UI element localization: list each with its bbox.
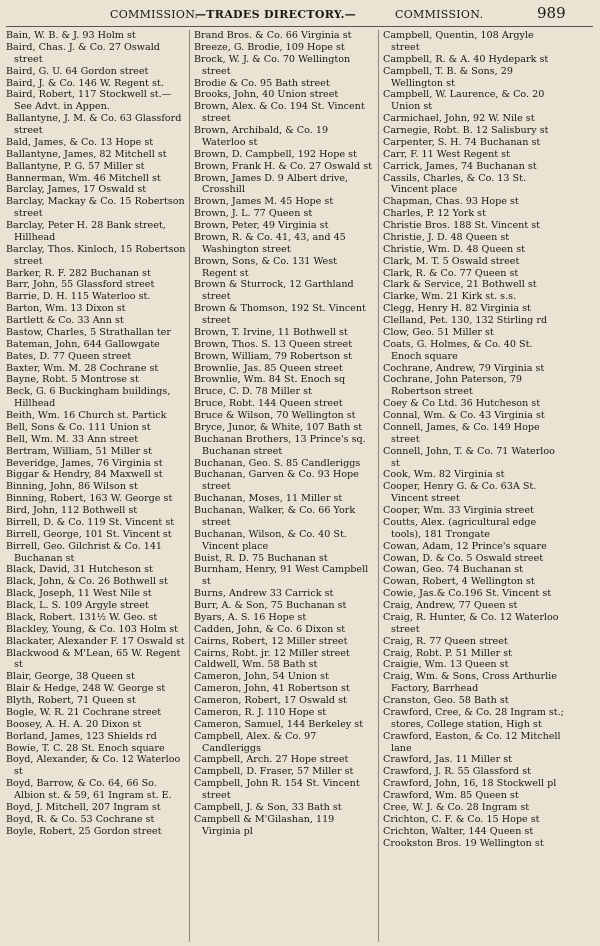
directory-entry: Buchanan, Wilson, & Co. 40 St. Vincent place: [194, 528, 347, 552]
directory-entry: Brownlie, Jas. 85 Queen street: [194, 362, 343, 374]
directory-entry: Barclay, James, 17 Oswald st: [6, 184, 147, 196]
directory-entry: Clark, M. T. 5 Oswald street: [383, 255, 520, 267]
directory-entry: Crawford, J. R. 55 Glassford st: [383, 766, 531, 778]
directory-entry: Bruce, Robt. 144 Queen street: [194, 398, 343, 410]
directory-entry: Craig, Andrew, 77 Queen st: [383, 600, 518, 611]
directory-entry: Bannerman, Wm. 46 Mitchell st: [6, 172, 161, 184]
directory-entry: Carmichael, John, 92 W. Nile st: [383, 113, 535, 125]
directory-entry: Cowan, Geo. 74 Buchanan st: [383, 564, 524, 576]
header-rule: [6, 26, 593, 27]
directory-entry: Burr, A. & Son, 75 Buchanan st: [194, 600, 347, 611]
directory-entry: Bruce, C. D. 78 Miller st: [194, 386, 312, 398]
directory-entry: Bayne, Robt. 5 Montrose st: [6, 374, 139, 386]
directory-entry: Bertram, William, 51 Miller st: [6, 445, 152, 457]
directory-entry: Ballantyne, J. M. & Co. 63 Glassford street: [6, 113, 182, 136]
header-left-title: COMMISSION.: [110, 8, 199, 21]
directory-entry: Caldwell, Wm. 58 Bath st: [194, 659, 318, 671]
directory-entry: Brown, Thos. S. 13 Queen street: [194, 338, 353, 350]
directory-entry: Cooper, Henry G. & Co. 63A St. Vincent street: [383, 481, 537, 505]
directory-entry: Blackwood & M'Lean, 65 W. Regent st: [6, 647, 181, 671]
directory-entry: Cochrane, Andrew, 79 Virginia st: [383, 362, 545, 374]
directory-entry: Cameron, John, 41 Robertson st: [194, 683, 350, 695]
directory-entry: Boosey, A. H. A. 20 Dixon st: [6, 718, 142, 730]
directory-entry: Bates, D. 77 Queen street: [6, 350, 132, 362]
listing-column-3: [383, 30, 565, 942]
directory-entry: Black, Robert. 131½ W. Geo. st: [6, 611, 158, 623]
directory-entry: Carr, F. 11 West Regent st: [383, 148, 510, 160]
directory-entry: Brown, Archibald, & Co. 19 Waterloo st: [194, 125, 329, 148]
directory-entry: Christie Bros. 188 St. Vincent st: [383, 220, 540, 231]
directory-entry: Brown, James D. 9 Albert drive, Crosshill: [194, 172, 349, 196]
directory-entry: Cameron, Robert, 17 Oswald st: [194, 695, 347, 706]
directory-entry: Crawford, Easton, & Co. 12 Mitchell lane: [383, 730, 561, 754]
header-directory-title: —TRADES DIRECTORY.—: [195, 8, 357, 21]
page-number: 989: [537, 4, 566, 22]
directory-entry: Brown, Peter, 49 Virginia st: [194, 220, 329, 231]
directory-entry: Cook, Wm. 82 Virginia st: [383, 469, 505, 481]
directory-entry: Bartlett & Co. 33 Ann st: [6, 315, 124, 326]
directory-entry: Black, L. S. 109 Argyle street: [6, 600, 149, 611]
directory-entry: Cowie, Jas.& Co.196 St. Vincent st: [383, 588, 552, 600]
directory-entry: Burns, Andrew 33 Carrick st: [194, 588, 334, 600]
directory-entry: Brodie & Co. 95 Bath street: [194, 77, 330, 89]
directory-entry: Campbell, Quentin, 108 Argyle street: [383, 30, 534, 53]
directory-entry: Christie, Wm. D. 48 Queen st: [383, 243, 525, 255]
directory-entry: Cameron, John, 54 Union st: [194, 671, 329, 683]
directory-entry: Cree, W. J. & Co. 28 Ingram st: [383, 801, 530, 813]
directory-entry: Ballantyne, James, 82 Mitchell st: [6, 148, 167, 160]
directory-entry: Buchanan, Moses, 11 Miller st: [194, 493, 343, 505]
directory-entry: Clelland, Pet. 130, 132 Stirling rd: [383, 315, 548, 326]
directory-entry: Crookston Bros. 19 Wellington st: [383, 837, 544, 849]
directory-entry: Baird, G. U. 64 Gordon street: [6, 65, 149, 77]
directory-entry: Barrie, D. H. 115 Waterloo st.: [6, 291, 151, 303]
listing-column-1: [6, 30, 186, 942]
directory-entry: Carnegie, Robt. B. 12 Salisbury st: [383, 125, 549, 136]
directory-entry: Blackley, Young, & Co. 103 Holm st: [6, 623, 179, 635]
directory-entry: Black, Joseph, 11 West Nile st: [6, 588, 152, 600]
directory-entry: Cowan, Adam, 12 Prince's square: [383, 540, 547, 552]
directory-entry: Coats, G. Holmes, & Co. 40 St. Enoch square: [383, 338, 533, 362]
directory-entry: Bain, W. B. & J. 93 Holm st: [6, 30, 136, 41]
directory-entry: Coey & Co Ltd. 36 Hutcheson st: [383, 398, 541, 410]
directory-entry: Breeze, G. Brodie, 109 Hope st: [194, 41, 345, 53]
directory-entry: Clark, R. & Co. 77 Queen st: [383, 267, 519, 279]
directory-entry: Boyd, Barrow, & Co. 64, 66 So. Albion st. & 59, 61 Ingram st. E.: [6, 778, 172, 801]
directory-entry: Barclay, Thos. Kinloch, 15 Robertson street: [6, 243, 186, 267]
directory-entry: Binning, Robert, 163 W. George st: [6, 493, 173, 505]
directory-entry: Chapman, Chas. 93 Hope st: [383, 196, 519, 208]
directory-entry: Brown, Alex. & Co. 194 St. Vincent street: [194, 101, 365, 125]
directory-entry: Brown & Sturrock, 12 Garthland street: [194, 279, 354, 303]
directory-entry: Brand Bros. & Co. 66 Virginia st: [194, 30, 352, 41]
directory-entry: Cooper, Wm. 33 Virginia street: [383, 505, 534, 516]
directory-entry: Connell, John, T. & Co. 71 Waterloo st: [383, 445, 555, 469]
directory-entry: Blair & Hedge, 248 W. George st: [6, 683, 166, 695]
directory-entry: Buchanan, Geo. S. 85 Candleriggs: [194, 457, 361, 469]
directory-entry: Craigie, Wm. 13 Queen st: [383, 659, 509, 671]
directory-entry: Crawford, Jas. 11 Miller st: [383, 754, 512, 766]
directory-entry: Ballantyne, P. G. 57 Miller st: [6, 160, 145, 172]
directory-entry: Campbell, Arch. 27 Hope street: [194, 754, 349, 766]
directory-entry: Barton, Wm. 13 Dixon st: [6, 303, 126, 315]
directory-entry: Campbell, T. B. & Sons, 29 Wellington st: [383, 65, 513, 89]
directory-entry: Bell, Wm. M. 33 Ann street: [6, 433, 139, 445]
directory-entry: Blyth, Robert, 71 Queen st: [6, 695, 136, 706]
directory-entry: Birrell, Geo. Gilchrist & Co. 141 Buchanan st: [6, 540, 163, 564]
directory-entry: Brown, D. Campbell, 192 Hope st: [194, 148, 357, 160]
directory-entry: Bryce, Junor, & White, 107 Bath st: [194, 421, 363, 433]
directory-entry: Binning, John, 86 Wilson st: [6, 481, 138, 493]
directory-entry: Barclay, Mackay & Co. 15 Robertson street: [6, 196, 185, 220]
directory-entry: Blair, George, 38 Queen st: [6, 671, 135, 683]
directory-entry: Cochrane, John Paterson, 79 Robertson street: [383, 374, 523, 398]
directory-entry: Cranston, Geo. 58 Bath st: [383, 695, 509, 706]
page-header: [0, 6, 600, 24]
directory-entry: Craig, Wm. & Sons, Cross Arthurlie Factory, Barrhead: [383, 671, 557, 695]
directory-entry: Carpenter, S. H. 74 Buchanan st: [383, 136, 541, 148]
directory-entry: Craig, Robt. P. 51 Miller st: [383, 647, 513, 659]
directory-entry: Christie, J. D. 48 Queen st: [383, 231, 510, 243]
directory-entry: Birrell, D. & Co. 119 St. Vincent st: [6, 516, 175, 528]
directory-entry: Beck, G. 6 Buckingham buildings, Hillhead: [6, 386, 171, 410]
listing-column-2: [194, 30, 374, 942]
directory-entry: Cameron, R. J. 110 Hope st: [194, 706, 327, 718]
directory-entry: Buchanan Brothers, 13 Prince's sq. Buchanan street: [194, 433, 366, 457]
directory-entry: Brown, J. L. 77 Queen st: [194, 208, 313, 220]
directory-entry: Baird, J. & Co. 146 W. Regent st.: [6, 77, 164, 89]
directory-entry: Black, John, & Co. 26 Bothwell st: [6, 576, 168, 588]
directory-entry: Campbell & M'Gilashan, 119 Virginia pl: [194, 813, 335, 837]
directory-entry: Brown, James M. 45 Hope st: [194, 196, 334, 208]
directory-entry: Cameron, Samuel, 144 Berkeley st: [194, 718, 364, 730]
directory-entry: Barker, R. F. 282 Buchanan st: [6, 267, 151, 279]
directory-entry: Charles, P. 12 York st: [383, 208, 486, 220]
directory-entry: Cadden, John, & Co. 6 Dixon st: [194, 623, 346, 635]
directory-entry: Boyd, R. & Co. 53 Cochrane st: [6, 813, 155, 825]
directory-entry: Brown, Sons, & Co. 131 West Regent st: [194, 255, 337, 279]
directory-entry: Brownlie, Wm. 84 St. Enoch sq: [194, 374, 346, 386]
directory-entry: Bell, Sons & Co. 111 Union st: [6, 421, 151, 433]
directory-entry: Brooks, John, 40 Union street: [194, 89, 339, 101]
directory-entry: Crichton, Walter, 144 Queen st: [383, 825, 534, 837]
directory-entry: Campbell, J. & Son, 33 Bath st: [194, 801, 342, 813]
directory-entry: Brown, William, 79 Robertson st: [194, 350, 353, 362]
directory-entry: Crawford, Cree, & Co. 28 Ingram st.; stores, College station, High st: [383, 706, 564, 730]
directory-entry: Bastow, Charles, 5 Strathallan ter: [6, 326, 171, 338]
directory-entry: Brown, Frank H. & Co. 27 Oswald st: [194, 160, 373, 172]
directory-entry: Craig, R. 77 Queen street: [383, 635, 508, 647]
directory-entry: Cairns, Robert, 12 Miller street: [194, 635, 348, 647]
directory-entry: Buchanan, Garven & Co. 93 Hope street: [194, 469, 359, 493]
directory-entry: Brock, W. J. & Co. 70 Wellington street: [194, 53, 351, 77]
directory-entry: Coutts, Alex. (agricultural edge tools), 181 Trongate: [383, 516, 537, 540]
directory-entry: Brown & Thomson, 192 St. Vincent street: [194, 303, 366, 326]
directory-entry: Campbell, Alex. & Co. 97 Candleriggs: [194, 730, 317, 754]
directory-entry: Cassils, Charles, & Co. 13 St. Vincent place: [383, 172, 527, 196]
column-divider: [189, 30, 190, 942]
directory-entry: Buist, R. D. 75 Buchanan st: [194, 552, 328, 564]
directory-entry: Bruce & Wilson, 70 Wellington st: [194, 410, 356, 421]
directory-entry: Barclay, Peter H. 28 Bank street, Hillhead: [6, 220, 166, 243]
directory-entry: Crawford, Wm. 85 Queen st: [383, 790, 519, 801]
directory-entry: Baird, Chas. J. & Co. 27 Oswald street: [6, 41, 160, 65]
directory-entry: Campbell, D. Fraser, 57 Miller st: [194, 766, 354, 778]
directory-entry: Boyd, Alexander, & Co. 12 Waterloo st: [6, 754, 181, 778]
directory-entry: Baxter, Wm. M. 28 Cochrane st: [6, 362, 159, 374]
directory-entry: Cowan, D. & Co. 5 Oswald street: [383, 552, 544, 564]
directory-entry: Campbell, R. & A. 40 Hydepark st: [383, 53, 549, 65]
directory-entry: Blackater, Alexander F. 17 Oswald st: [6, 635, 185, 647]
directory-entry: Campbell, John R. 154 St. Vincent street: [194, 778, 360, 801]
directory-entry: Connal, Wm. & Co. 43 Virginia st: [383, 410, 545, 421]
directory-entry: Clark & Service, 21 Bothwell st: [383, 279, 537, 291]
directory-entry: Bird, John, 112 Bothwell st: [6, 505, 138, 516]
directory-entry: Black, David, 31 Hutcheson st: [6, 564, 153, 576]
directory-entry: Craig, R. Hunter, & Co. 12 Waterloo street: [383, 611, 559, 635]
directory-entry: Clarke, Wm. 21 Kirk st. s.s.: [383, 291, 517, 303]
directory-entry: Bateman, John, 644 Gallowgate: [6, 338, 160, 350]
directory-entry: Borland, James, 123 Shields rd: [6, 730, 157, 742]
directory-entry: Carrick, James, 74 Buchanan st: [383, 160, 537, 172]
directory-entry: Burnham, Henry, 91 West Campbell st: [194, 564, 369, 588]
directory-entry: Buchanan, Walker, & Co. 66 York street: [194, 505, 356, 528]
directory-entry: Boyle, Robert, 25 Gordon street: [6, 825, 162, 837]
directory-entry: Connell, James, & Co. 149 Hope street: [383, 421, 540, 445]
directory-entry: Barr, John, 55 Glassford street: [6, 279, 155, 291]
directory-entry: Boyd, J. Mitchell, 207 Ingram st: [6, 801, 161, 813]
directory-entry: Bowie, T. C. 28 St. Enoch square: [6, 742, 165, 754]
directory-entry: Byars, A. S. 16 Hope st: [194, 611, 307, 623]
directory-entry: Cairns, Robt. jr. 12 Miller street: [194, 647, 350, 659]
directory-entry: Crichton, C. F. & Co. 15 Hope st: [383, 813, 540, 825]
directory-entry: Campbell, W. Laurence, & Co. 20 Union st: [383, 89, 545, 113]
directory-entry: Brown, R. & Co. 41, 43, and 45 Washington street: [194, 231, 346, 255]
header-right-title: COMMISSION.: [395, 8, 484, 21]
directory-entry: Beith, Wm. 16 Church st. Partick: [6, 410, 167, 421]
directory-entry: Bogle, W. R. 21 Cochrane street: [6, 706, 162, 718]
column-divider: [378, 30, 379, 942]
directory-entry: Clow, Geo. 51 Miller st: [383, 326, 494, 338]
directory-entry: Bald, James, & Co. 13 Hope st: [6, 136, 154, 148]
directory-entry: Crawford, John, 16, 18 Stockwell pl: [383, 778, 557, 790]
directory-entry: Baird, Robert, 117 Stockwell st.— See Advt. in Appen.: [6, 89, 172, 113]
directory-entry: Beveridge, James, 76 Virginia st: [6, 457, 163, 469]
directory-entry: Birrell, George, 101 St. Vincent st: [6, 528, 172, 540]
directory-entry: Brown, T. Irvine, 11 Bothwell st: [194, 326, 348, 338]
directory-entry: Clegg, Henry H. 82 Virginia st: [383, 303, 531, 315]
directory-entry: Cowan, Robert, 4 Wellington st: [383, 576, 535, 588]
directory-entry: Biggar & Hendry, 84 Maxwell st: [6, 469, 163, 481]
